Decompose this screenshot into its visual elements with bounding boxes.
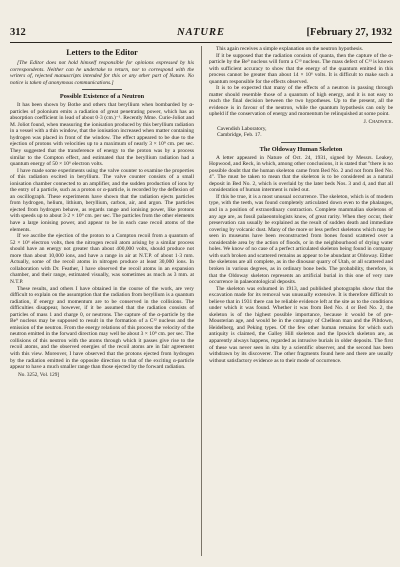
paragraph: The skeleton was exhumed in 1913, and published photographs show that the excavation made for its removal was unusually extensive. It is therefore difficult to believe that in 1931 there can be reliable evidence left at the site as to the conditions under which it was found. Whether it was from Bed No. 4 or Bed No. 2, the skeleton is of the highest possible importance, because it would be of pre-Mousterian age, and would be in the company of Chellean man and the Piltdown, Heidelberg, and Peking types. Of the few other human remains for which such antiquity is claimed, the Galley Hill skeleton and the Ipswich skeleton are, as apparently always happens, regarded as intrusive burials in older deposits. The first of these was never seen in situ by a scientific observer, and the second has been withdrawn by its discoverer. The other fragments found here and there are usually without satisfactory evidence as to their mode of occurrence. <box>209 285 393 364</box>
page-header <box>10 27 392 40</box>
header-rule <box>10 42 392 43</box>
issue-footnote: No. 3252, Vol. 129] <box>18 371 60 378</box>
section-title: Letters to the Editor <box>66 48 138 57</box>
journal-title: NATURE <box>176 27 225 38</box>
issue-date: [February 27, 1932 <box>306 27 392 38</box>
author-signature: J. Chadwick. <box>363 119 393 126</box>
author-address-date: Cambridge, Feb. 17. <box>217 132 262 139</box>
column-divider <box>201 46 202 556</box>
paragraph: It is to be expected that many of the effects of a neutron in passing through matter should resemble those of a quantum of high energy, and it is not easy to reach the final decision between the two hypotheses. Up to the present, all the evidence is in favour of the neutron, while the quantum hypothesis can only be upheld if the conservation of energy and momentum be relinquished at some point. <box>209 85 393 118</box>
article-divider <box>281 142 321 143</box>
editorial-note: [The Editor does not hold himself responsible for opinions expressed by his correspondents. Neither can he undertake to return, nor to correspond with the writers of, rejected manuscripts intended for this or any other part of Nature. No notice is taken of anonymous communications.] <box>10 60 194 86</box>
left-column <box>10 46 194 378</box>
article-title-oldoway: The Oldoway Human Skeleton <box>259 145 343 153</box>
paragraph: This again receives a simple explanation on the neutron hypothesis. <box>216 46 364 52</box>
right-column <box>209 46 393 364</box>
author-address-line: Cavendish Laboratory, <box>217 125 267 132</box>
article-title-neutron: Possible Existence of a Neutron <box>59 93 145 101</box>
paragraph: If it be supposed that the radiation consists of quanta, then the capture of the α-particle by the Be⁹ nucleus will form a C¹³ nucleus. The mass defect of C¹³ is known with sufficient accuracy to show that the energy of the quantum emitted in this process cannot be greater than about 14 × 10⁶ volts. It is difficult to make such a quantum responsible for the effects observed. <box>209 52 393 85</box>
paragraph: It has been shown by Bothe and others that beryllium when bombarded by α-particles of polonium emits a radiation of great penetrating power, which has an absorption coefficient in lead of about 0·3 (cm.)⁻¹. Recently Mme. Curie-Joliot and M. Joliot found, when measuring the ionisation produced by this beryllium radiation in a vessel with a thin window, that the ionisation increased when matter containing hydrogen was placed in front of the window. The effect appeared to be due to the ejection of protons with velocities up to a maximum of nearly 3 × 10⁹ cm. per sec. They suggested that the transference of energy to the proton was by a process similar to the Compton effect, and estimated that the beryllium radiation had a quantum energy of 50 × 10⁶ electron volts. <box>10 102 194 168</box>
paragraph: If this be true, it is a most unusual occurrence. The skeleton, which is of modern type, with the teeth, was found completely articulated down even to the phalanges, and in a position of extraordinary contraction. Complete mammalian skeletons of any age are, as fossil palaeontologists know, of great rarity. When they occur, their preservation can usually be explained as the result of sudden death and immediate covering by volcanic dust. Many of the more or less perfect skeletons which may be seen in museums have been reconstructed from bones found scattered over a considerable area by the action of floods, or in the neighbourhood of drying water holes. We know of no case of a perfect articulated skeleton being found in company with such broken and scattered remains as appear to be abundant at Oldoway. Either the skeletons are all complete, as in the dinosaur quarry of Utah, or all scattered and broken in various degrees, as in ordinary bone beds. The probability, therefore, is that the Oldoway skeleton represents an artificial burial in this one of very rare occurrence in palaeontological deposits. <box>209 193 393 286</box>
paragraph: A letter appeared in Nature of Oct. 24, 1931, signed by Messrs. Leakey, Hopwood, and Reck, in which, among other conclusions, it is stated that "there is no possible doubt that the human skeleton came from Bed No. 2 and not from Bed No. 4". The must be taken to mean that the skeleton is to be considered as a natural deposit in Bed No. 2, which is overlaid by the later beds Nos. 3 and 4, and that all consideration of human interment is ruled out. <box>209 154 393 194</box>
paragraph: I have made some experiments using the valve counter to examine the properties of this radiation excited in beryllium. The valve counter consists of a small ionisation chamber connected to an amplifier, and the sudden production of ions by the entry of a particle, such as a proton or α-particle, is recorded by the deflexion of an oscillograph. These experiments have shown that the radiation ejects particles from hydrogen, helium, lithium, beryllium, carbon, air, and argon. The particles ejected from hydrogen behave, as regards range and ionising power, like protons with speeds up to about 3·2 × 10⁹ cm. per sec. The particles from the other elements have a large ionising power, and appear to be in each case recoil atoms of the elements. <box>10 167 194 233</box>
section-divider <box>82 89 122 90</box>
paragraph: These results, and others I have obtained in the course of the work, are very difficult to explain on the assumption that the radiation from beryllium is a quantum radiation, if energy and momentum are to be conserved in the collisions. The difficulties disappear, however, if it be assumed that the radiation consists of particles of mass 1 and charge 0, or neutrons. The capture of the α-particle by the Be⁹ nucleus may be supposed to result in the formation of a C¹² nucleus and the emission of the neutron. From the energy relations of this process the velocity of the neutron emitted in the forward direction may well be about 3 × 10⁹ cm. per sec. The collisions of this neutron with the atoms through which it passes give rise to the recoil atoms, and the observed energies of the recoil atoms are in fair agreement with this view. Moreover, I have observed that the protons ejected from hydrogen by the radiation emitted in the opposite direction to that of the exciting α-particle appear to have a much smaller range than those ejected by the forward radiation. <box>10 285 194 371</box>
page-number: 312 <box>10 27 26 38</box>
paragraph: If we ascribe the ejection of the proton to a Compton recoil from a quantum of 52 × 10⁶ electron volts, then the nitrogen recoil atom arising by a similar process should have an energy not greater than about 400,000 volts, should produce not more than about 10,000 ions, and have a range in air at N.T.P. of about 1·3 mm. Actually, some of the recoil atoms in nitrogen produce at least 30,000 ions. In collaboration with Dr. Feather, I have observed the recoil atoms in an expansion chamber, and their range, estimated visually, was sometimes as much as 3 mm. at N.T.P. <box>10 233 194 285</box>
